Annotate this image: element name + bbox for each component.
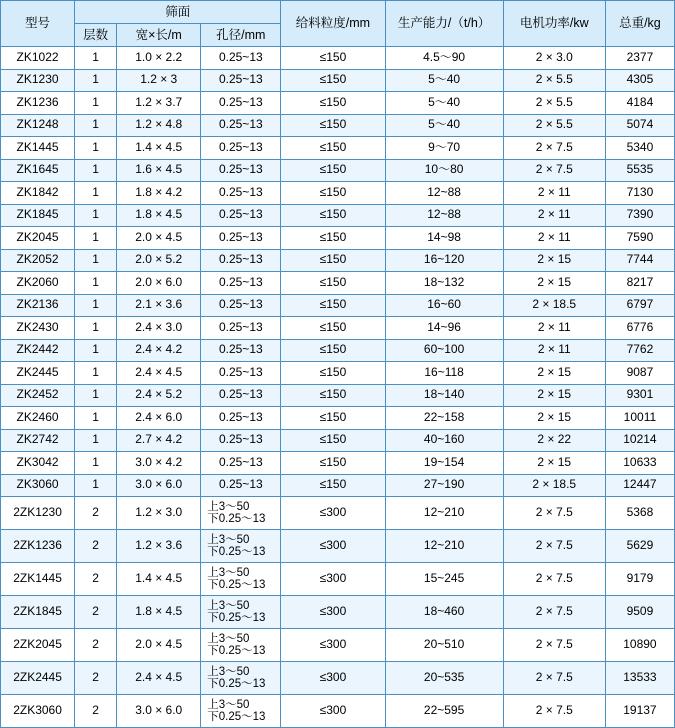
cell-layers: 1	[75, 182, 117, 205]
cell-model: 2ZK2045	[1, 629, 75, 662]
cell-motor-power: 2 × 15	[503, 249, 605, 272]
cell-feed-size: ≤150	[281, 317, 385, 340]
table-row	[1, 563, 675, 596]
cell-motor-power: 2 × 18.5	[503, 474, 605, 497]
cell-model: 2ZK3060	[1, 695, 75, 728]
cell-model: ZK3042	[1, 452, 75, 475]
cell-feed-size: ≤300	[281, 662, 385, 695]
cell-capacity: 12~210	[385, 530, 503, 563]
cell-motor-power: 2 × 11	[503, 204, 605, 227]
cell-motor-power: 2 × 15	[503, 272, 605, 295]
cell-total-weight: 10633	[605, 452, 674, 475]
cell-aperture: 0.25~13	[201, 249, 281, 272]
table-row	[1, 662, 675, 695]
table-header	[1, 1, 675, 47]
cell-aperture: 0.25~13	[201, 159, 281, 182]
cell-feed-size: ≤150	[281, 47, 385, 70]
column-header-screen-surface: 筛面	[75, 1, 281, 24]
cell-feed-size: ≤150	[281, 452, 385, 475]
cell-layers: 1	[75, 429, 117, 452]
cell-size: 2.0 × 4.5	[117, 629, 201, 662]
cell-feed-size: ≤150	[281, 182, 385, 205]
table-row	[1, 204, 675, 227]
cell-motor-power: 2 × 7.5	[503, 695, 605, 728]
cell-motor-power: 2 × 7.5	[503, 497, 605, 530]
table-row	[1, 429, 675, 452]
cell-capacity: 16~120	[385, 249, 503, 272]
cell-capacity: 20~510	[385, 629, 503, 662]
aperture-bottom-deck: 下0.25～13	[207, 711, 266, 723]
cell-model: ZK1845	[1, 204, 75, 227]
cell-capacity: 9～70	[385, 137, 503, 160]
cell-model: ZK3060	[1, 474, 75, 497]
cell-motor-power: 2 × 3.0	[503, 47, 605, 70]
cell-motor-power: 2 × 15	[503, 362, 605, 385]
cell-aperture: 0.25~13	[201, 474, 281, 497]
cell-total-weight: 10214	[605, 429, 674, 452]
cell-total-weight: 5629	[605, 530, 674, 563]
cell-feed-size: ≤300	[281, 497, 385, 530]
cell-size: 2.0 × 5.2	[117, 249, 201, 272]
cell-aperture: 0.25~13	[201, 384, 281, 407]
cell-feed-size: ≤150	[281, 474, 385, 497]
cell-total-weight: 5535	[605, 159, 674, 182]
cell-capacity: 40~160	[385, 429, 503, 452]
cell-size: 3.0 × 6.0	[117, 474, 201, 497]
cell-size: 2.1 × 3.6	[117, 294, 201, 317]
cell-capacity: 27~190	[385, 474, 503, 497]
table-row	[1, 294, 675, 317]
cell-model: ZK2052	[1, 249, 75, 272]
cell-total-weight: 8217	[605, 272, 674, 295]
cell-model: ZK1230	[1, 69, 75, 92]
cell-capacity: 4.5～90	[385, 47, 503, 70]
column-header-size: 宽×长/m	[117, 24, 201, 47]
cell-aperture	[201, 596, 281, 629]
cell-aperture: 0.25~13	[201, 272, 281, 295]
cell-size: 1.2 × 3.0	[117, 497, 201, 530]
cell-layers: 1	[75, 407, 117, 430]
aperture-bottom-deck: 下0.25～13	[207, 579, 266, 591]
cell-motor-power: 2 × 22	[503, 429, 605, 452]
cell-total-weight: 9509	[605, 596, 674, 629]
cell-capacity: 10～80	[385, 159, 503, 182]
cell-layers: 1	[75, 159, 117, 182]
table-row	[1, 272, 675, 295]
cell-size: 1.4 × 4.5	[117, 563, 201, 596]
cell-feed-size: ≤150	[281, 362, 385, 385]
cell-total-weight: 9179	[605, 563, 674, 596]
cell-total-weight: 5368	[605, 497, 674, 530]
cell-motor-power: 2 × 7.5	[503, 629, 605, 662]
table-row	[1, 227, 675, 250]
cell-aperture: 0.25~13	[201, 182, 281, 205]
cell-capacity: 60~100	[385, 339, 503, 362]
cell-size: 1.8 × 4.5	[117, 596, 201, 629]
cell-model: ZK2430	[1, 317, 75, 340]
cell-motor-power: 2 × 11	[503, 317, 605, 340]
cell-layers: 2	[75, 497, 117, 530]
cell-feed-size: ≤300	[281, 596, 385, 629]
cell-feed-size: ≤300	[281, 563, 385, 596]
cell-layers: 1	[75, 452, 117, 475]
cell-layers: 2	[75, 530, 117, 563]
table-row	[1, 474, 675, 497]
aperture-top-deck: 上3～50	[207, 665, 250, 678]
cell-size: 2.4 × 5.2	[117, 384, 201, 407]
cell-layers: 1	[75, 204, 117, 227]
cell-capacity: 22~158	[385, 407, 503, 430]
cell-aperture	[201, 530, 281, 563]
aperture-bottom-deck: 下0.25～13	[207, 678, 266, 690]
cell-total-weight: 4305	[605, 69, 674, 92]
cell-layers: 2	[75, 563, 117, 596]
cell-total-weight: 7744	[605, 249, 674, 272]
table-row	[1, 47, 675, 70]
cell-capacity: 18~140	[385, 384, 503, 407]
cell-size: 3.0 × 6.0	[117, 695, 201, 728]
cell-capacity: 14~98	[385, 227, 503, 250]
table-row	[1, 69, 675, 92]
cell-size: 1.8 × 4.5	[117, 204, 201, 227]
aperture-top-deck: 上3～50	[207, 566, 250, 579]
table-row	[1, 629, 675, 662]
aperture-bottom-deck: 下0.25～13	[207, 612, 266, 624]
cell-motor-power: 2 × 5.5	[503, 69, 605, 92]
header-row-1	[1, 1, 675, 24]
cell-size: 3.0 × 4.2	[117, 452, 201, 475]
cell-capacity: 12~88	[385, 204, 503, 227]
cell-feed-size: ≤150	[281, 339, 385, 362]
cell-motor-power: 2 × 11	[503, 339, 605, 362]
cell-size: 2.0 × 6.0	[117, 272, 201, 295]
cell-layers: 1	[75, 114, 117, 137]
cell-model: 2ZK1845	[1, 596, 75, 629]
cell-motor-power: 2 × 7.5	[503, 662, 605, 695]
cell-motor-power: 2 × 5.5	[503, 114, 605, 137]
cell-capacity: 16~60	[385, 294, 503, 317]
cell-model: ZK1842	[1, 182, 75, 205]
cell-model: ZK2460	[1, 407, 75, 430]
aperture-bottom-deck: 下0.25～13	[207, 645, 266, 657]
cell-size: 1.2 × 3	[117, 69, 201, 92]
cell-total-weight: 12447	[605, 474, 674, 497]
cell-model: ZK1236	[1, 92, 75, 115]
aperture-top-deck: 上3～50	[207, 599, 250, 612]
table-row	[1, 497, 675, 530]
cell-model: ZK1645	[1, 159, 75, 182]
cell-total-weight: 5340	[605, 137, 674, 160]
cell-motor-power: 2 × 7.5	[503, 596, 605, 629]
cell-layers: 1	[75, 47, 117, 70]
column-header-aperture: 孔径/mm	[201, 24, 281, 47]
cell-model: 2ZK1236	[1, 530, 75, 563]
cell-motor-power: 2 × 7.5	[503, 563, 605, 596]
cell-size: 1.4 × 4.5	[117, 137, 201, 160]
cell-aperture: 0.25~13	[201, 294, 281, 317]
cell-capacity: 12~210	[385, 497, 503, 530]
cell-motor-power: 2 × 15	[503, 384, 605, 407]
cell-layers: 1	[75, 227, 117, 250]
cell-aperture: 0.25~13	[201, 317, 281, 340]
cell-size: 1.8 × 4.2	[117, 182, 201, 205]
cell-capacity: 18~132	[385, 272, 503, 295]
cell-motor-power: 2 × 15	[503, 452, 605, 475]
cell-layers: 1	[75, 384, 117, 407]
cell-aperture	[201, 563, 281, 596]
cell-size: 2.4 × 4.2	[117, 339, 201, 362]
cell-aperture: 0.25~13	[201, 69, 281, 92]
cell-total-weight: 2377	[605, 47, 674, 70]
table-row	[1, 407, 675, 430]
cell-layers: 1	[75, 362, 117, 385]
table-row	[1, 137, 675, 160]
cell-aperture: 0.25~13	[201, 452, 281, 475]
table-row	[1, 159, 675, 182]
cell-total-weight: 10011	[605, 407, 674, 430]
table-row	[1, 362, 675, 385]
cell-model: ZK2742	[1, 429, 75, 452]
table-row	[1, 182, 675, 205]
cell-feed-size: ≤150	[281, 159, 385, 182]
cell-aperture: 0.25~13	[201, 137, 281, 160]
cell-motor-power: 2 × 11	[503, 182, 605, 205]
cell-total-weight: 10890	[605, 629, 674, 662]
cell-total-weight: 6797	[605, 294, 674, 317]
cell-aperture: 0.25~13	[201, 407, 281, 430]
cell-aperture: 0.25~13	[201, 227, 281, 250]
cell-layers: 1	[75, 317, 117, 340]
cell-model: ZK1445	[1, 137, 75, 160]
cell-feed-size: ≤150	[281, 137, 385, 160]
table-row	[1, 596, 675, 629]
cell-capacity: 18~460	[385, 596, 503, 629]
cell-size: 1.6 × 4.5	[117, 159, 201, 182]
cell-aperture: 0.25~13	[201, 429, 281, 452]
cell-size: 2.0 × 4.5	[117, 227, 201, 250]
cell-layers: 1	[75, 137, 117, 160]
cell-layers: 1	[75, 339, 117, 362]
cell-size: 2.7 × 4.2	[117, 429, 201, 452]
cell-aperture	[201, 695, 281, 728]
cell-feed-size: ≤150	[281, 92, 385, 115]
cell-model: ZK1022	[1, 47, 75, 70]
cell-total-weight: 9087	[605, 362, 674, 385]
cell-layers: 1	[75, 474, 117, 497]
cell-layers: 2	[75, 629, 117, 662]
cell-capacity: 5～40	[385, 92, 503, 115]
cell-feed-size: ≤300	[281, 629, 385, 662]
table-row	[1, 92, 675, 115]
cell-model: ZK2445	[1, 362, 75, 385]
cell-size: 1.2 × 3.7	[117, 92, 201, 115]
cell-capacity: 22~595	[385, 695, 503, 728]
cell-total-weight: 6776	[605, 317, 674, 340]
cell-model: 2ZK1445	[1, 563, 75, 596]
cell-feed-size: ≤150	[281, 69, 385, 92]
cell-total-weight: 7390	[605, 204, 674, 227]
cell-aperture: 0.25~13	[201, 47, 281, 70]
cell-model: ZK2060	[1, 272, 75, 295]
cell-feed-size: ≤150	[281, 272, 385, 295]
cell-model: 2ZK1230	[1, 497, 75, 530]
cell-size: 2.4 × 4.5	[117, 662, 201, 695]
cell-motor-power: 2 × 7.5	[503, 137, 605, 160]
table-body	[1, 47, 675, 728]
cell-capacity: 20~535	[385, 662, 503, 695]
cell-motor-power: 2 × 18.5	[503, 294, 605, 317]
table-row	[1, 530, 675, 563]
cell-feed-size: ≤300	[281, 695, 385, 728]
cell-size: 2.4 × 3.0	[117, 317, 201, 340]
cell-total-weight: 7130	[605, 182, 674, 205]
cell-total-weight: 19137	[605, 695, 674, 728]
cell-aperture	[201, 662, 281, 695]
cell-capacity: 19~154	[385, 452, 503, 475]
cell-feed-size: ≤150	[281, 407, 385, 430]
cell-feed-size: ≤150	[281, 249, 385, 272]
cell-motor-power: 2 × 15	[503, 407, 605, 430]
aperture-top-deck: 上3～50	[207, 698, 250, 711]
cell-total-weight: 7762	[605, 339, 674, 362]
cell-capacity: 15~245	[385, 563, 503, 596]
aperture-top-deck: 上3～50	[207, 632, 250, 645]
cell-capacity: 5～40	[385, 114, 503, 137]
cell-model: 2ZK2445	[1, 662, 75, 695]
cell-layers: 2	[75, 695, 117, 728]
aperture-top-deck: 上3～50	[207, 533, 250, 546]
cell-total-weight: 4184	[605, 92, 674, 115]
cell-aperture	[201, 497, 281, 530]
cell-aperture: 0.25~13	[201, 362, 281, 385]
cell-feed-size: ≤150	[281, 384, 385, 407]
cell-total-weight: 5074	[605, 114, 674, 137]
cell-aperture: 0.25~13	[201, 114, 281, 137]
cell-aperture: 0.25~13	[201, 339, 281, 362]
table-row	[1, 384, 675, 407]
table-row	[1, 339, 675, 362]
cell-aperture: 0.25~13	[201, 204, 281, 227]
column-header-total-weight: 总重/kg	[605, 1, 674, 47]
cell-layers: 1	[75, 272, 117, 295]
cell-model: ZK2442	[1, 339, 75, 362]
cell-motor-power: 2 × 11	[503, 227, 605, 250]
cell-motor-power: 2 × 5.5	[503, 92, 605, 115]
cell-model: ZK1248	[1, 114, 75, 137]
aperture-bottom-deck: 下0.25～13	[207, 513, 266, 525]
table-row	[1, 452, 675, 475]
cell-layers: 1	[75, 69, 117, 92]
cell-feed-size: ≤150	[281, 114, 385, 137]
column-header-motor-power: 电机功率/kw	[503, 1, 605, 47]
cell-size: 1.2 × 4.8	[117, 114, 201, 137]
cell-size: 2.4 × 4.5	[117, 362, 201, 385]
cell-total-weight: 7590	[605, 227, 674, 250]
table-row	[1, 249, 675, 272]
aperture-top-deck: 上3～50	[207, 500, 250, 513]
cell-aperture: 0.25~13	[201, 92, 281, 115]
cell-layers: 2	[75, 596, 117, 629]
cell-capacity: 16~118	[385, 362, 503, 385]
column-header-layers: 层数	[75, 24, 117, 47]
table-row	[1, 114, 675, 137]
cell-size: 1.2 × 3.6	[117, 530, 201, 563]
column-header-capacity: 生产能力/（t/h）	[385, 1, 503, 47]
cell-size: 1.0 × 2.2	[117, 47, 201, 70]
cell-capacity: 14~96	[385, 317, 503, 340]
cell-layers: 1	[75, 294, 117, 317]
column-header-model: 型号	[1, 1, 75, 47]
aperture-bottom-deck: 下0.25～13	[207, 546, 266, 558]
column-header-feed-size: 给料粒度/mm	[281, 1, 385, 47]
cell-motor-power: 2 × 7.5	[503, 530, 605, 563]
table-row	[1, 317, 675, 340]
cell-feed-size: ≤300	[281, 530, 385, 563]
cell-layers: 1	[75, 249, 117, 272]
cell-aperture	[201, 629, 281, 662]
cell-feed-size: ≤150	[281, 429, 385, 452]
cell-layers: 1	[75, 92, 117, 115]
cell-layers: 2	[75, 662, 117, 695]
cell-model: ZK2452	[1, 384, 75, 407]
cell-total-weight: 13533	[605, 662, 674, 695]
cell-capacity: 5～40	[385, 69, 503, 92]
cell-capacity: 12~88	[385, 182, 503, 205]
cell-feed-size: ≤150	[281, 204, 385, 227]
table-row	[1, 695, 675, 728]
cell-feed-size: ≤150	[281, 227, 385, 250]
cell-size: 2.4 × 6.0	[117, 407, 201, 430]
cell-total-weight: 9301	[605, 384, 674, 407]
cell-feed-size: ≤150	[281, 294, 385, 317]
cell-motor-power: 2 × 7.5	[503, 159, 605, 182]
cell-model: ZK2045	[1, 227, 75, 250]
cell-model: ZK2136	[1, 294, 75, 317]
